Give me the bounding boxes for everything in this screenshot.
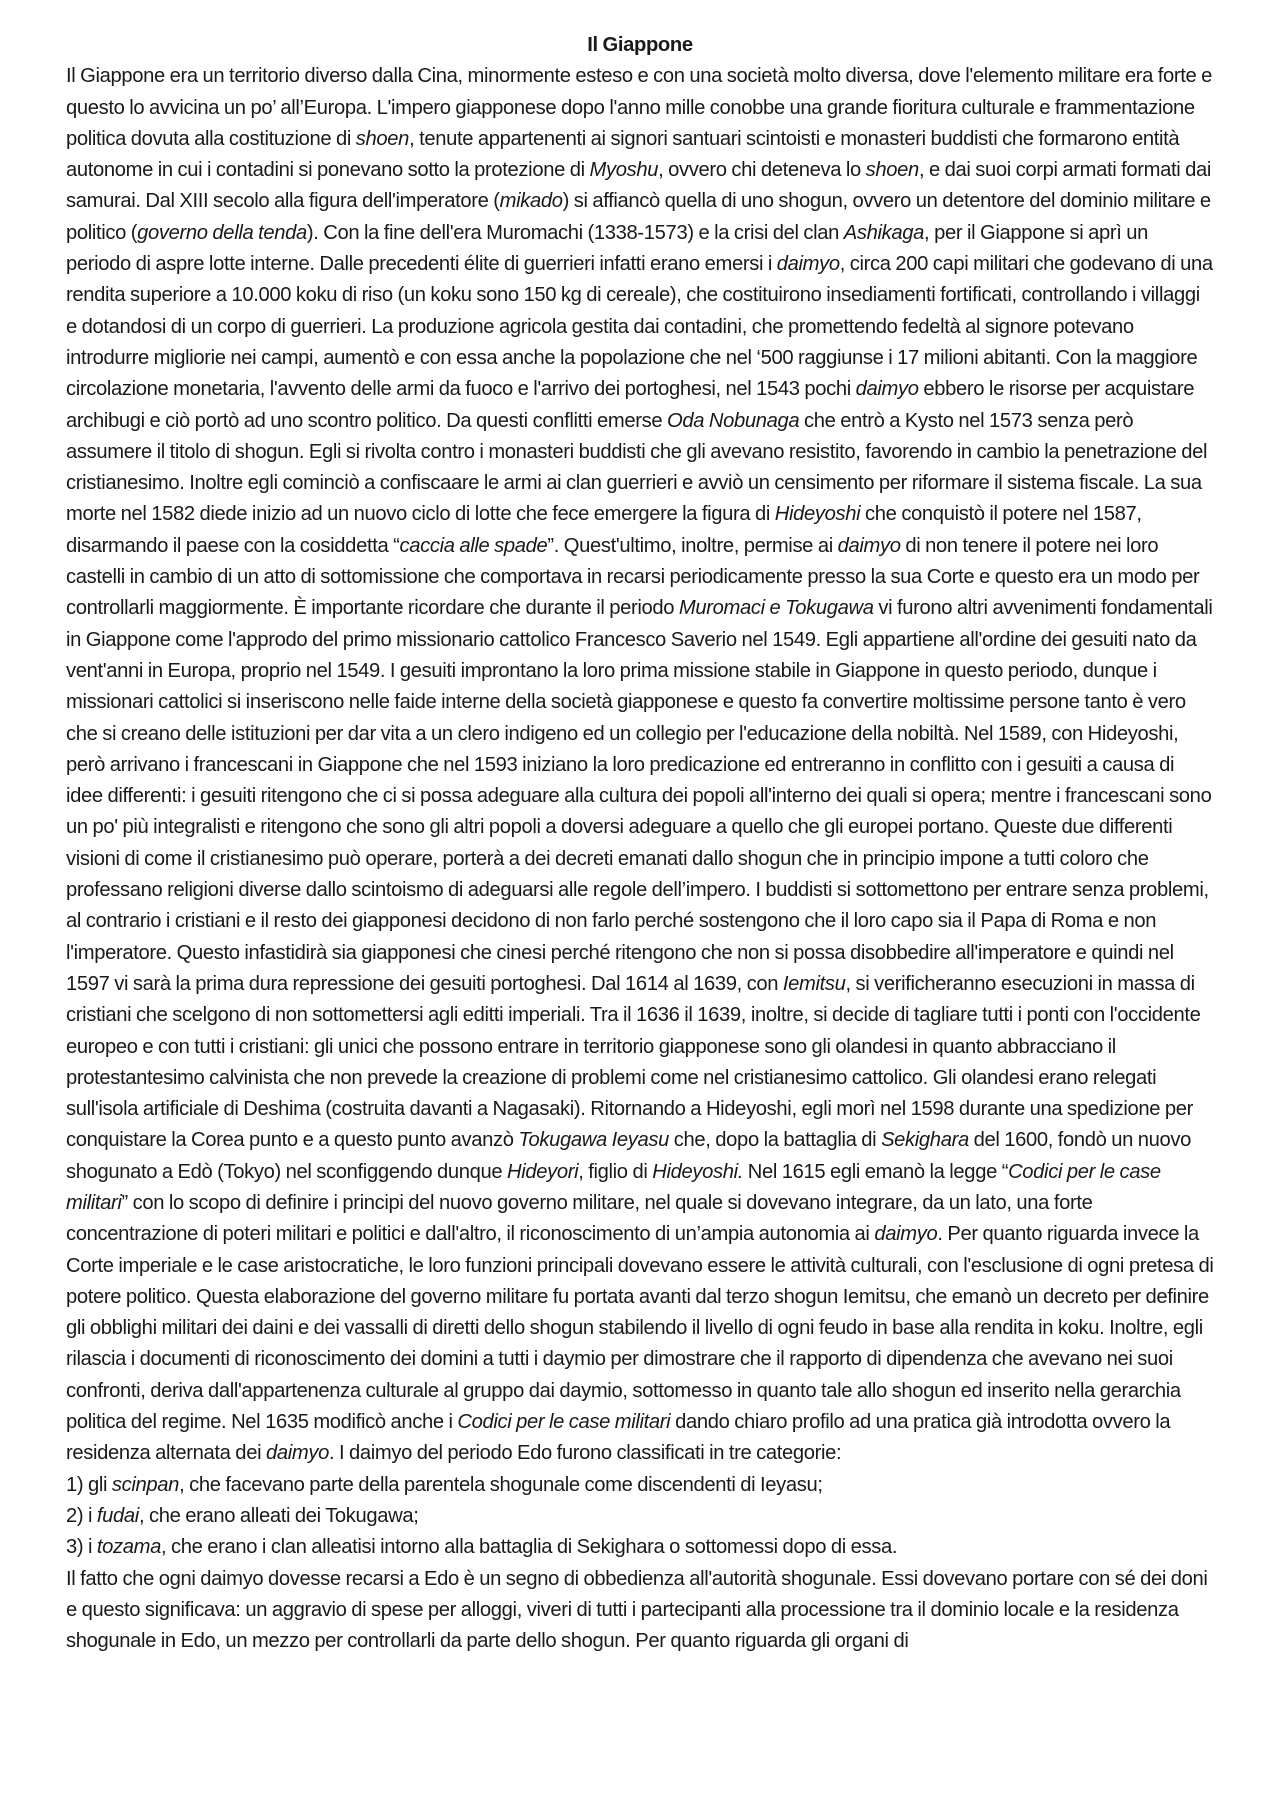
italic-term: scinpan [111,1473,180,1496]
italic-term: Codici per le case militari [66,1160,1161,1214]
italic-term: Hideyoshi [774,503,861,526]
italic-term: caccia alle spade [399,534,548,557]
list-item-tozama: 3) i tozama, che erano i clan alleatisi intorno alla battaglia di Sekighara o sottomessi dopo di essa. [66,1536,898,1559]
italic-term: Hideyori [507,1160,579,1183]
italic-term: Ashikaga [843,221,925,244]
italic-term: shoen [865,159,919,182]
italic-term: fudai [96,1504,139,1527]
italic-term: daimyo [265,1442,329,1465]
italic-term: Iemitsu [782,972,846,995]
list-item-scinpan: 1) gli scinpan, che facevano parte della parentela shogunale come discendenti di Ieyasu; [66,1473,823,1496]
italic-term: daimyo [874,1223,938,1246]
italic-term: Myoshu [589,159,659,182]
italic-term: Muromaci e Tokugawa [678,597,874,620]
italic-term: tozama [96,1536,162,1559]
italic-term: daimyo [855,378,919,401]
italic-term: Oda Nobunaga [666,409,800,432]
italic-term: mikado [499,190,563,213]
italic-term: daimyo [837,534,901,557]
italic-term: Hideyoshi. [652,1160,743,1183]
italic-term: daimyo [776,253,840,276]
italic-term: Tokugawa Ieyasu [518,1129,670,1152]
document-title: Il Giappone [587,34,693,56]
paragraph-main: Il Giappone era un territorio diverso dalla Cina, minormente esteso e con una società molto diversa, dove l'elemento militare era forte e questo lo avvicina un po’ all’Europa. L'impero giapponese dopo l'anno mille conobbe una grande fioritura culturale e frammentazione politica dovuta alla costituzione di shoen, tenute appartenenti ai signori santuari scintoisti e monasteri buddisti che formarono entità autonome in cui i contadini si ponevano sotto la protezione di Myoshu, ovvero chi deteneva lo shoen, e dai suoi corpi armati formati dai samurai. Dal XIII secolo alla figura dell'imperatore (mikado) si affiancò quella di uno shogun, ovvero un detentore del dominio militare e politico (governo della tenda). Con la fine dell'era Muromachi (1338-1573) e la crisi del clan Ashikaga, per il Giappone si aprì un periodo di aspre lotte interne. Dalle precedenti élite di guerrieri infatti erano emersi i daimyo, circa 200 capi militari che godevano di una rendita superiore a 10.000 koku di riso (un koku sono 150 kg di cereale), che costituirono insediamenti fortificati, controllando i villaggi e dotandosi di un corpo di guerrieri. La produzione agricola gestita dai contadini, che promettendo fedeltà al signore potevano introdurre migliorie nei campi, aumentò e con essa anche la popolazione che nel ‘500 raggiunse i 17 milioni abitanti. Con la maggiore circolazione monetaria, l'avvento delle armi da fuoco e l'arrivo dei portoghesi, nel 1543 pochi daimyo ebbero le risorse per acquistare archibugi e ciò portò ad uno scontro politico. Da questi conflitti emerse Oda Nobunaga che entrò a Kysto nel 1573 senza però assumere il titolo di shogun. Egli si rivolta contro i monasteri buddisti che gli avevano resistito, favorendo in cambio la penetrazione del cristianesimo. Inoltre egli cominciò a confiscaare le armi ai clan guerrieri e avviò un censimento per riformare il sistema fiscale. La sua morte nel 1582 diede inizio ad un nuovo ciclo di lotte che fece emergere la figura di Hideyoshi che conquistò il potere nel 1587, disarmando il paese con la cosiddetta “caccia alle spade”. Quest'ultimo, inoltre, permise ai daimyo di non tenere il potere nei loro castelli in cambio di un atto di sottomissione che comportava in recarsi periodicamente presso la sua Corte e questo era un modo per controllarli maggiormente. È importante ricordare che durante il periodo Muromaci e Tokugawa vi furono altri avvenimenti fondamentali in Giappone come l'approdo del primo missionario cattolico Francesco Saverio nel 1549. Egli appartiene all'ordine dei gesuiti nato da vent'anni in Europa, proprio nel 1549. I gesuiti improntano la loro prima missione stabile in Giappone in questo periodo, dunque i missionari cattolici si inseriscono nelle faide interne della società giapponese e questo fa convertire moltissime persone tanto è vero che si creano delle istituzioni per dar vita a un clero indigeno ed un collegio per l'educazione della nobiltà. Nel 1589, con Hideyoshi, però arrivano i francescani in Giappone che nel 1593 iniziano la loro predicazione ed entreranno in conflitto con i gesuiti a causa di idee differenti: i gesuiti ritengono che ci si possa adeguare alla cultura dei popoli all'interno dei quali si opera; mentre i francescani sono un po' più integralisti e ritengono che sono gli altri popoli a doversi adeguare a quello che gli europei portano. Queste due differenti visioni di come il cristianesimo può operare, porterà a dei decreti emanati dallo shogun che in principio impone a tutti coloro che professano religioni diverse dallo scintoismo di adeguarsi alle regole dell’impero. I buddisti si sottomettono per entrare senza problemi, al contrario i cristiani e il resto dei giapponesi decidono di non farlo perché sostengono che il loro capo sia il Papa di Roma e non l'imperatore. Questo infastidirà sia giapponesi che cinesi perché ritengono che non si possa disobbedire all'imperatore e quindi nel 1597 vi sarà la prima dura repressione dei gesuiti portoghesi. Dal 1614 al 1639, con Iemitsu, si verificheranno esecuzioni in massa di cristiani che scelgono di non sottomettersi agli editti imperiali. Tra il 1636 il 1639, inoltre, si decide di tagliare tutti i ponti con l'occidente europeo e con tutti i cristiani: gli unici che possono entrare in territorio giapponese sono gli olandesi in quanto abbracciano il protestantesimo calvinista che non prevede la creazione di problemi come nel cristianesimo cattolico. Gli olandesi erano relegati sull'isola artificiale di Deshima (costruita davanti a Nagasaki). Ritornando a Hideyoshi, egli morì nel 1598 durante una spedizione per conquistare la Corea punto e a questo punto avanzò Tokugawa Ieyasu che, dopo la battaglia di Sekighara del 1600, fondò un nuovo shogunato a Edò (Tokyo) nel sconfiggendo dunque Hideyori, figlio di Hideyoshi. Nel 1615 egli emanò la legge “Codici per le case militari” con lo scopo di definire i principi del nuovo governo militare, nel quale si dovevano integrare, da un lato, una forte concentrazione di poteri militari e politici e dall'altro, il riconoscimento di un’ampia autonomia ai daimyo. Per quanto riguarda invece la Corte imperiale e le case aristocratiche, le loro funzioni principali dovevano essere le attività culturali, con l'esclusione di ogni pretesa di potere politico. Questa elaborazione del governo militare fu portata avanti dal terzo shogun Iemitsu, che emanò un decreto per definire gli obblighi militari dei daini e dei vassalli di diretti dello shogun stabilendo il livello di ogni feudo in base alla rendita in koku. Inoltre, egli rilascia i documenti di riconoscimento dei domini a tutti i daymio per dimostrare che il rapporto di dipendenza che avevano nei suoi confronti, deriva dall'appartenenza culturale al gruppo dai daymio, sottomesso in quanto tale allo shogun ed inserito nella gerarchia politica del regime. Nel 1635 modificò anche i Codici per le case militari dando chiaro profilo ad una pratica già introdotta ovvero la residenza alternata dei daimyo. I daimyo del periodo Edo furono classificati in tre categorie: [66,65,1214,1465]
italic-term: Codici per le case militari [457,1411,671,1434]
paragraph-edo: Il fatto che ogni daimyo dovesse recarsi a Edo è un segno di obbedienza all'autorità shogunale. Essi dovevano portare con sé dei doni e questo significava: un aggravio di spese per alloggi, viveri di tutti i partecipanti alla processione tra il dominio locale e la residenza shogunale in Edo, un mezzo per controllarli da parte dello shogun. Per quanto riguarda gli organi di [66,1567,1208,1653]
italic-term: governo della tenda [137,221,307,244]
italic-term: Sekighara [881,1129,969,1152]
italic-term: shoen [355,127,410,150]
list-item-fudai: 2) i fudai, che erano alleati dei Tokugawa; [66,1504,419,1527]
